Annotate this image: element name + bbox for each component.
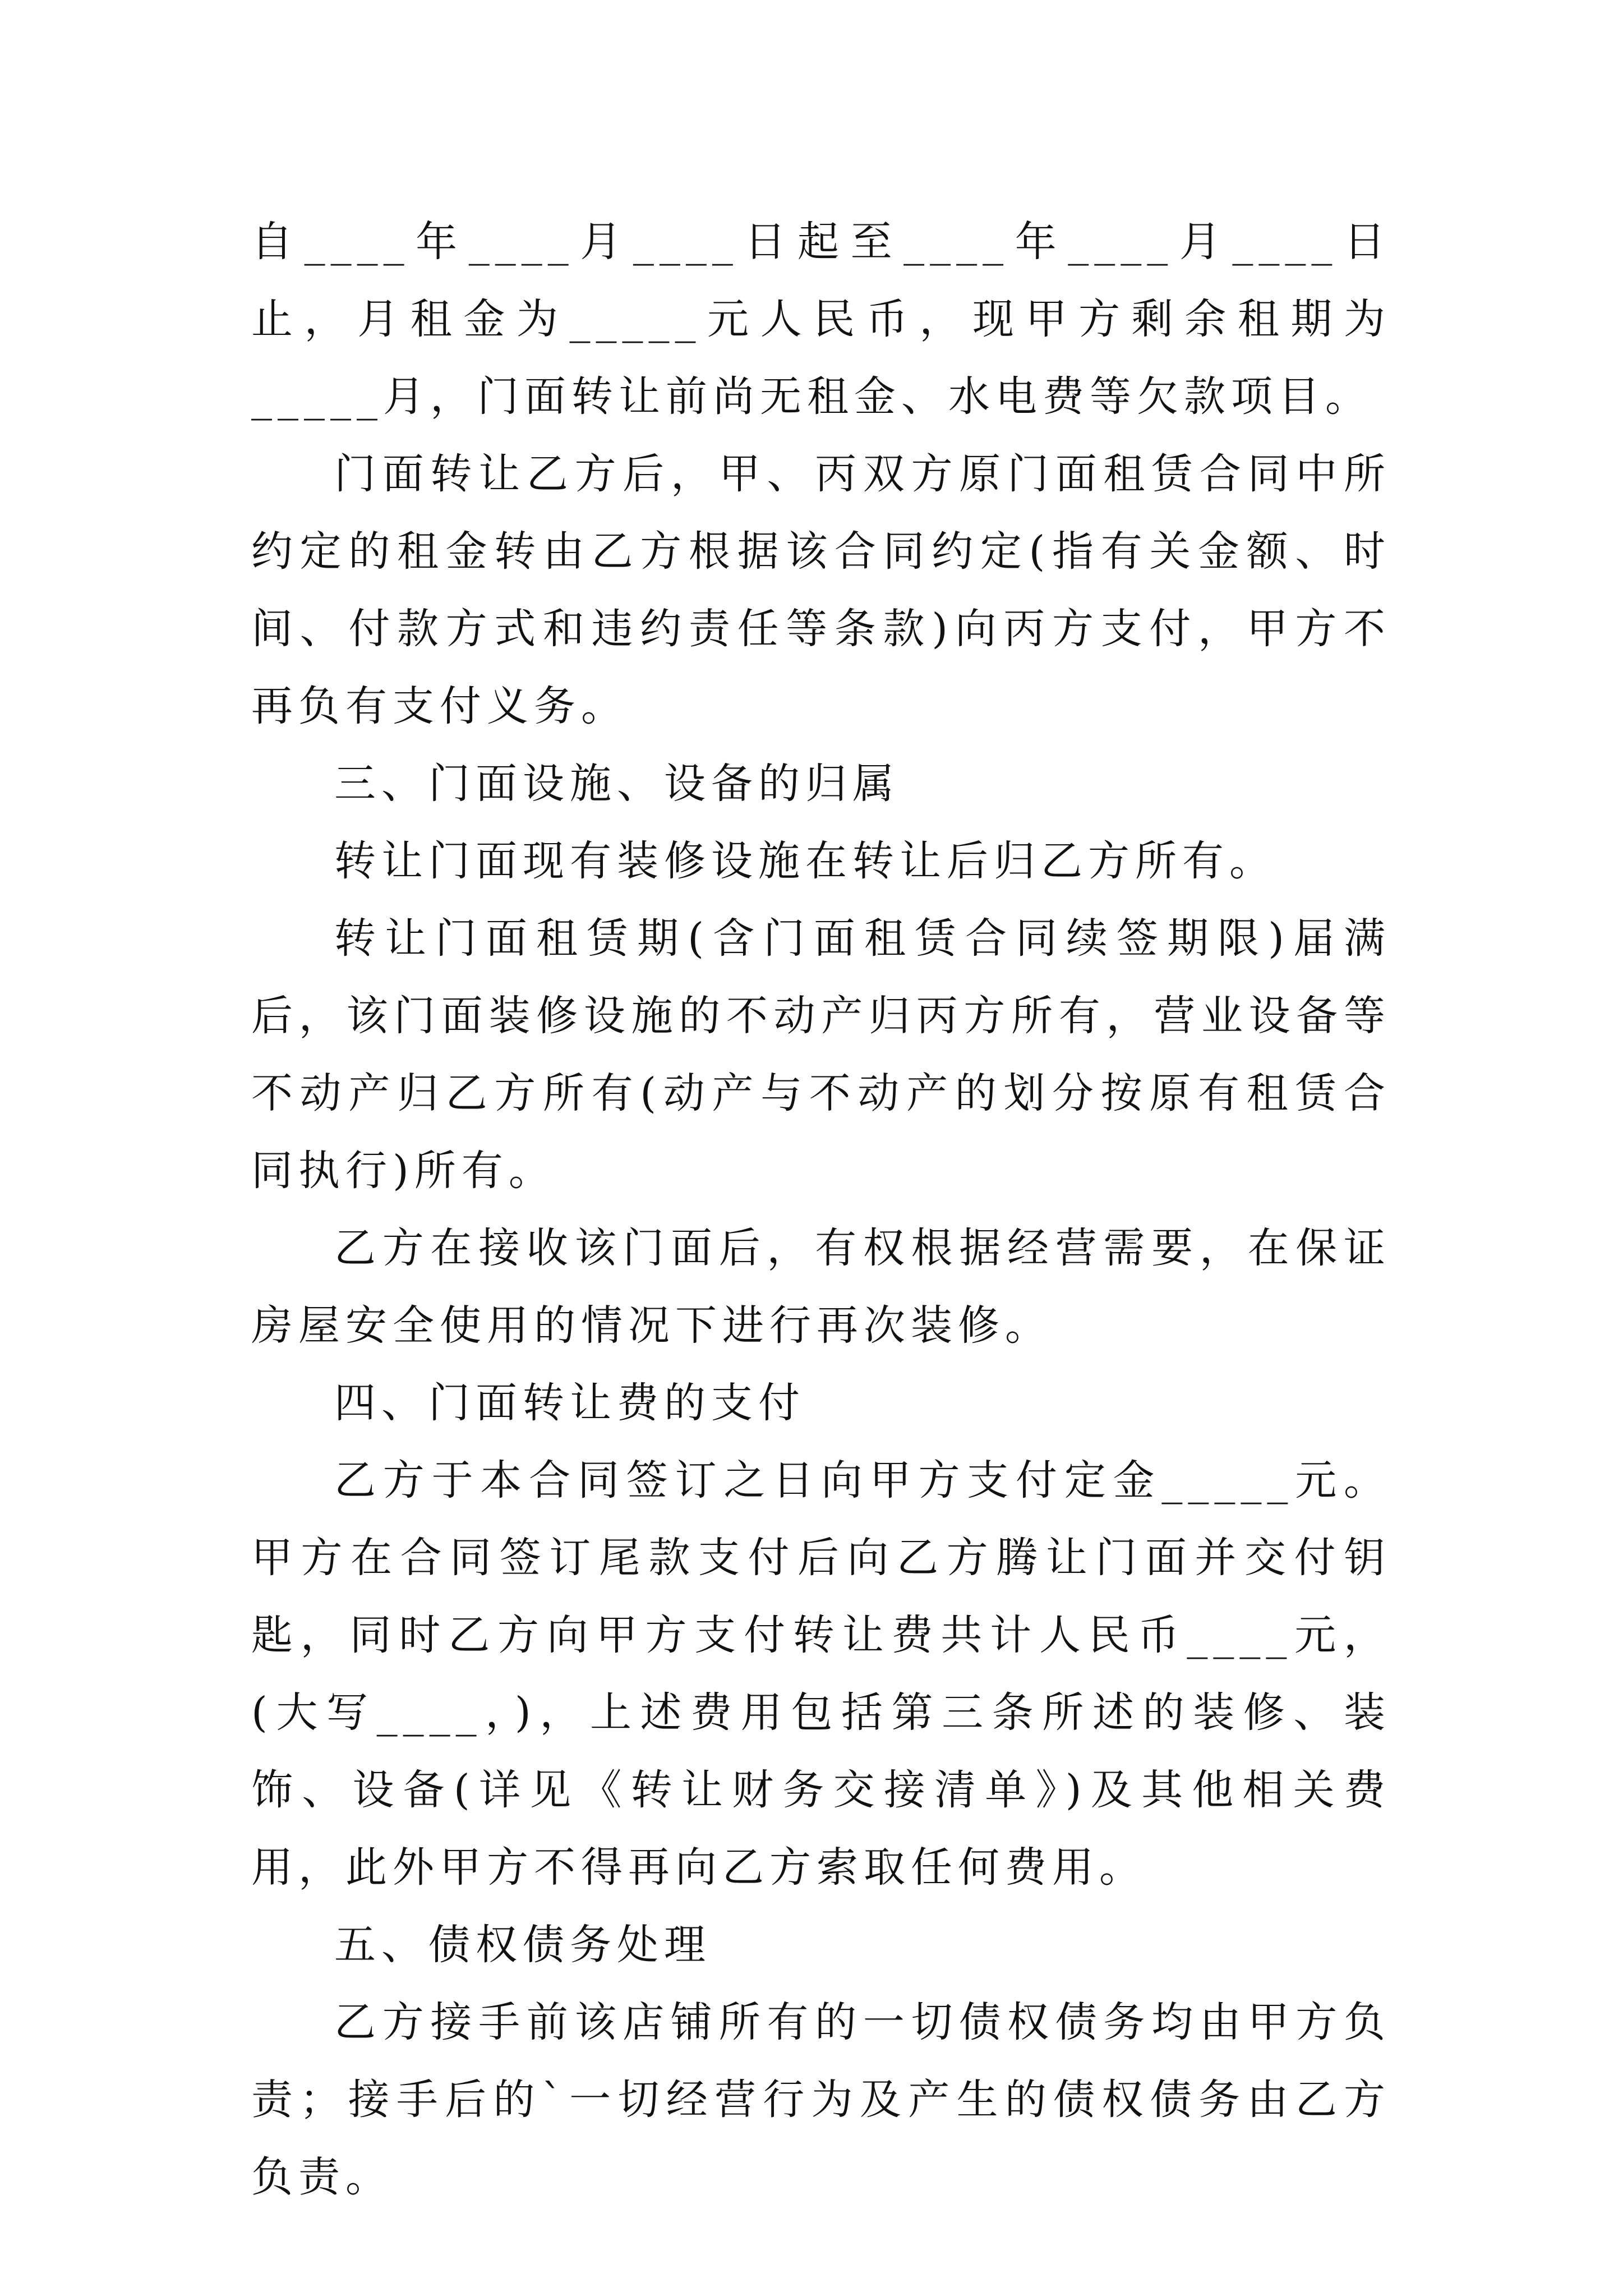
paragraph-decoration-ownership: 转让门面现有装修设施在转让后归乙方所有。 xyxy=(334,837,1276,885)
paragraph-payment-terms: 乙方于本合同签订之日向甲方支付定金_____元。甲方在合同签订尾款支付后向乙方腾让门面并交付钥匙，同时乙方向甲方支付转让费共计人民币____元，(大写____，)，上述费用包括第三条所述的装修、装饰、设备(详见《转让财务交接清单》)及其他相关费用，此外甲方不得再向乙方索取任何费用。 xyxy=(251,1456,1391,1892)
section-heading-facilities: 三、门面设施、设备的归属 xyxy=(334,760,900,808)
paragraph-redecoration-right: 乙方在接收该门面后，有权根据经营需要，在保证房屋安全使用的情况下进行再次装修。 xyxy=(251,1224,1391,1350)
paragraph-lease-term: 自____年____月____日起至____年____月____日止，月租金为_____元人民币，现甲方剩余租期为_____月，门面转让前尚无租金、水电费等欠款项目。 xyxy=(251,218,1391,421)
paragraph-rent-transfer: 门面转让乙方后，甲、丙双方原门面租赁合同中所约定的租金转由乙方根据该合同约定(指有关金额、时间、付款方式和违约责任等条款)向丙方支付，甲方不再负有支付义务。 xyxy=(251,450,1391,730)
paragraph-lease-expiry: 转让门面租赁期(含门面租赁合同续签期限)届满后，该门面装修设施的不动产归丙方所有，营业设备等不动产归乙方所有(动产与不动产的划分按原有租赁合同执行)所有。 xyxy=(251,914,1391,1195)
paragraph-debt-responsibility: 乙方接手前该店铺所有的一切债权债务均由甲方负责；接手后的`一切经营行为及产生的债权债务由乙方负责。 xyxy=(251,1998,1391,2201)
section-heading-debts: 五、债权债务处理 xyxy=(334,1921,711,1969)
section-heading-payment: 四、门面转让费的支付 xyxy=(334,1379,805,1427)
document-body xyxy=(251,203,1391,2216)
